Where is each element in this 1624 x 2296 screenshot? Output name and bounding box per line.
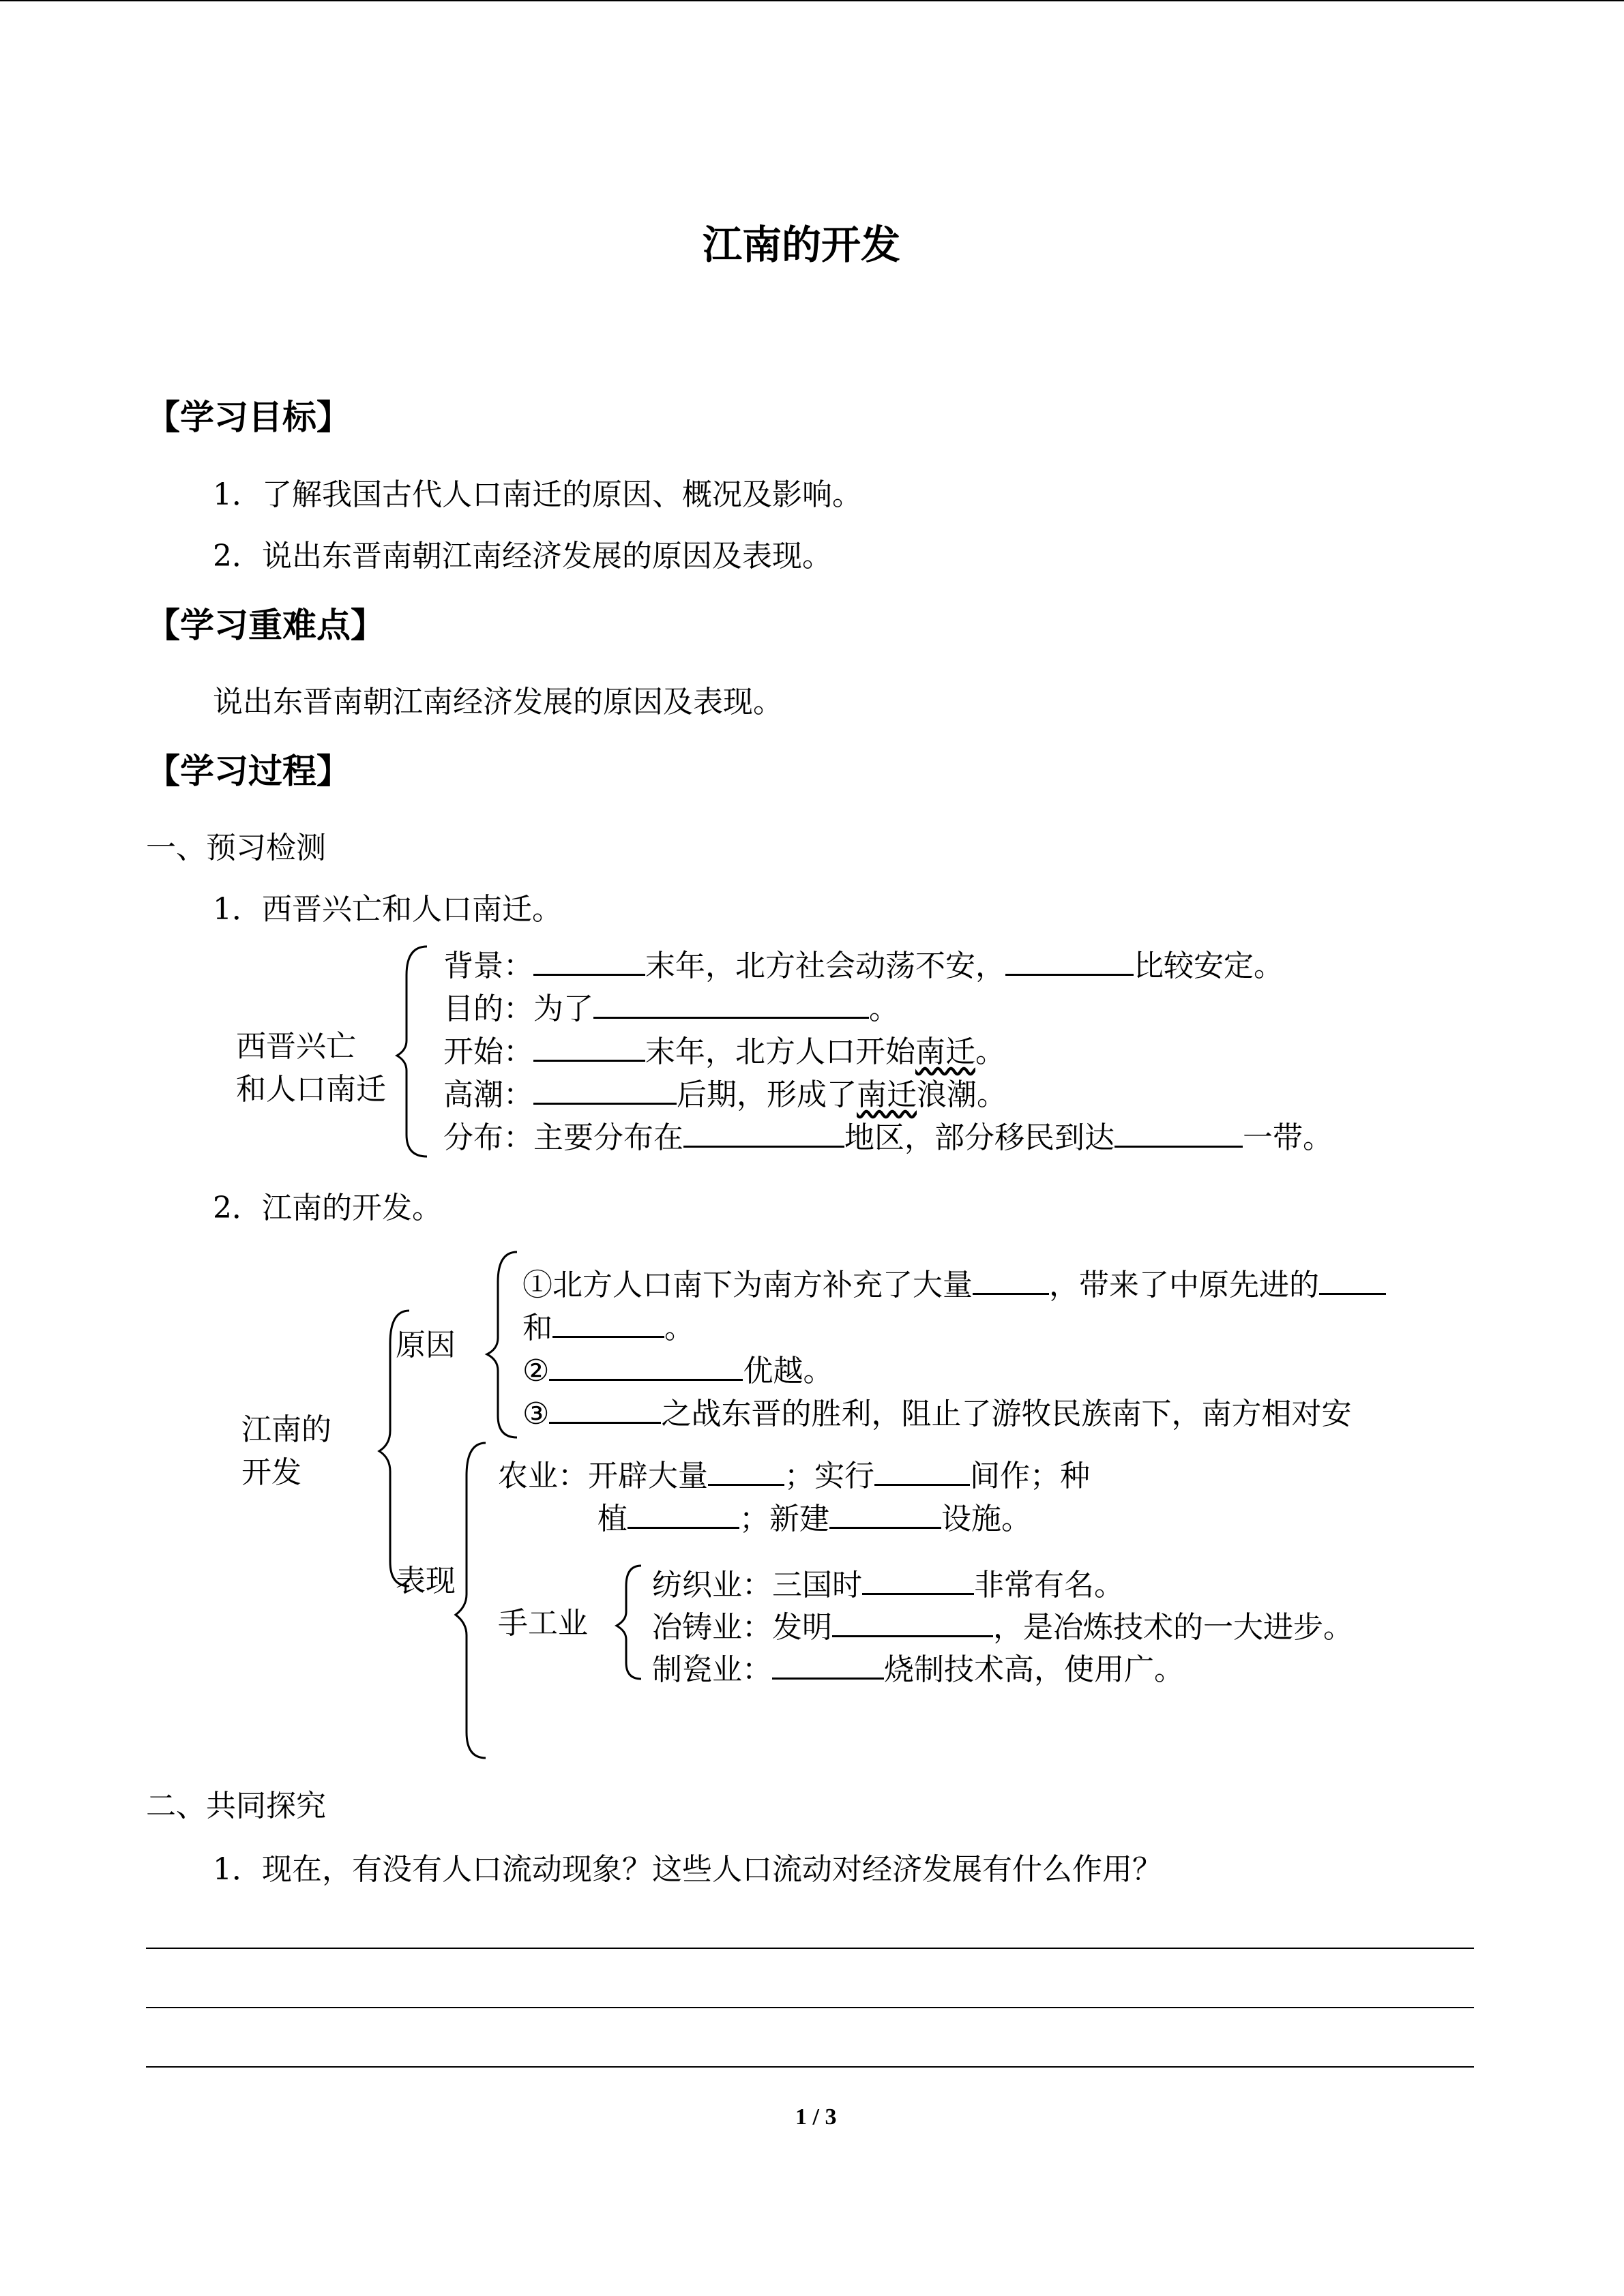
preview-heading: 一、预习检测 bbox=[146, 831, 326, 865]
q1-label-line1: 西晋兴亡 bbox=[236, 1029, 356, 1064]
metallurgy-label: 冶铸业：发明 bbox=[652, 1610, 832, 1645]
q2-label-line1: 江南的 bbox=[241, 1412, 331, 1447]
agriculture-text-c: 间作；种 bbox=[970, 1459, 1090, 1493]
background-label: 背景： bbox=[443, 949, 533, 983]
q1-title: 1．西晋兴亡和人口南迁。 bbox=[213, 892, 562, 927]
porcelain-end: 烧制技术高，使用广。 bbox=[884, 1652, 1184, 1687]
start-text: 末年，北方人口开始 bbox=[645, 1034, 915, 1069]
craft-label: 手工业 bbox=[498, 1606, 588, 1641]
agriculture-plant: 植 bbox=[597, 1502, 628, 1536]
textile-label: 纺织业：三国时 bbox=[652, 1568, 862, 1602]
page-title: 江南的开发 bbox=[703, 222, 901, 268]
porcelain-label: 制瓷业： bbox=[652, 1652, 772, 1687]
cause-2-num: ② bbox=[522, 1354, 550, 1388]
textile-end: 非常有名。 bbox=[974, 1568, 1124, 1602]
brace-cause bbox=[487, 1252, 517, 1437]
cause-1-text-b: ，带来了中原先进的 bbox=[1049, 1268, 1319, 1302]
focus-text: 说出东晋南朝江南经济发展的原因及表现。 bbox=[213, 685, 783, 719]
start-wavy-term: 南迁 bbox=[915, 1034, 975, 1069]
agriculture-label: 农业：开辟大量 bbox=[498, 1459, 708, 1493]
inquiry-heading: 二、共同探究 bbox=[146, 1789, 326, 1823]
q2-title: 2．江南的开发。 bbox=[213, 1191, 442, 1225]
cause-1-end: 。 bbox=[664, 1311, 694, 1345]
peak-text: 后期，形成了 bbox=[677, 1077, 857, 1112]
cause-2-text: 优越。 bbox=[743, 1354, 833, 1388]
peak-wavy-term: 南迁 bbox=[857, 1077, 917, 1112]
purpose-label: 目的：为了 bbox=[443, 992, 593, 1026]
peak-label: 高潮： bbox=[443, 1077, 533, 1112]
answer-line-3[interactable] bbox=[146, 2066, 1474, 2068]
agriculture-end: 设施。 bbox=[941, 1502, 1031, 1536]
agriculture-text-e: ；新建 bbox=[739, 1502, 829, 1536]
brace-craft bbox=[617, 1566, 641, 1679]
show-label: 表现 bbox=[396, 1564, 456, 1598]
agriculture-text-b: ；实行 bbox=[784, 1459, 874, 1493]
answer-line-2[interactable] bbox=[146, 2007, 1474, 2008]
cause-3-text: 之战东晋的胜利，阻止了游牧民族南下，南方相对安 bbox=[661, 1397, 1352, 1431]
cause-1-text: ①北方人口南下为南方补充了大量 bbox=[522, 1268, 973, 1302]
brace-q1 bbox=[397, 946, 427, 1157]
brace-show bbox=[456, 1443, 486, 1758]
cause-1-and: 和 bbox=[522, 1311, 552, 1345]
metallurgy-end: ，是冶炼技术的一大进步。 bbox=[993, 1610, 1353, 1645]
page-number: 1 / 3 bbox=[795, 2104, 837, 2130]
brace-q2-outer bbox=[379, 1311, 409, 1586]
cause-label: 原因 bbox=[396, 1328, 456, 1362]
peak-end: 浪潮。 bbox=[917, 1077, 1007, 1112]
goal-item-2: 2．说出东晋南朝江南经济发展的原因及表现。 bbox=[213, 539, 832, 573]
goal-item-1: 1．了解我国古代人口南迁的原因、概况及影响。 bbox=[213, 477, 862, 512]
q1-label-line2: 和人口南迁 bbox=[236, 1072, 386, 1107]
distribution-end: 一带。 bbox=[1243, 1120, 1333, 1155]
goals-heading: 【学习目标】 bbox=[146, 398, 351, 437]
distribution-text: 地区，部分移民到达 bbox=[844, 1120, 1114, 1155]
inquiry-question-1: 1．现在，有没有人口流动现象？这些人口流动对经济发展有什么作用？ bbox=[213, 1852, 1162, 1887]
background-text: 末年，北方社会动荡不安， bbox=[645, 949, 1005, 983]
purpose-end: 。 bbox=[869, 992, 899, 1026]
cause-3-num: ③ bbox=[522, 1397, 550, 1431]
answer-line-1[interactable] bbox=[146, 1948, 1474, 1949]
background-end: 比较安定。 bbox=[1134, 949, 1284, 983]
focus-heading: 【学习重难点】 bbox=[146, 606, 385, 645]
start-label: 开始： bbox=[443, 1034, 533, 1069]
process-heading: 【学习过程】 bbox=[146, 751, 351, 791]
distribution-label: 分布：主要分布在 bbox=[443, 1120, 683, 1155]
q2-label-line2: 开发 bbox=[241, 1455, 301, 1490]
start-end: 。 bbox=[975, 1034, 1005, 1069]
